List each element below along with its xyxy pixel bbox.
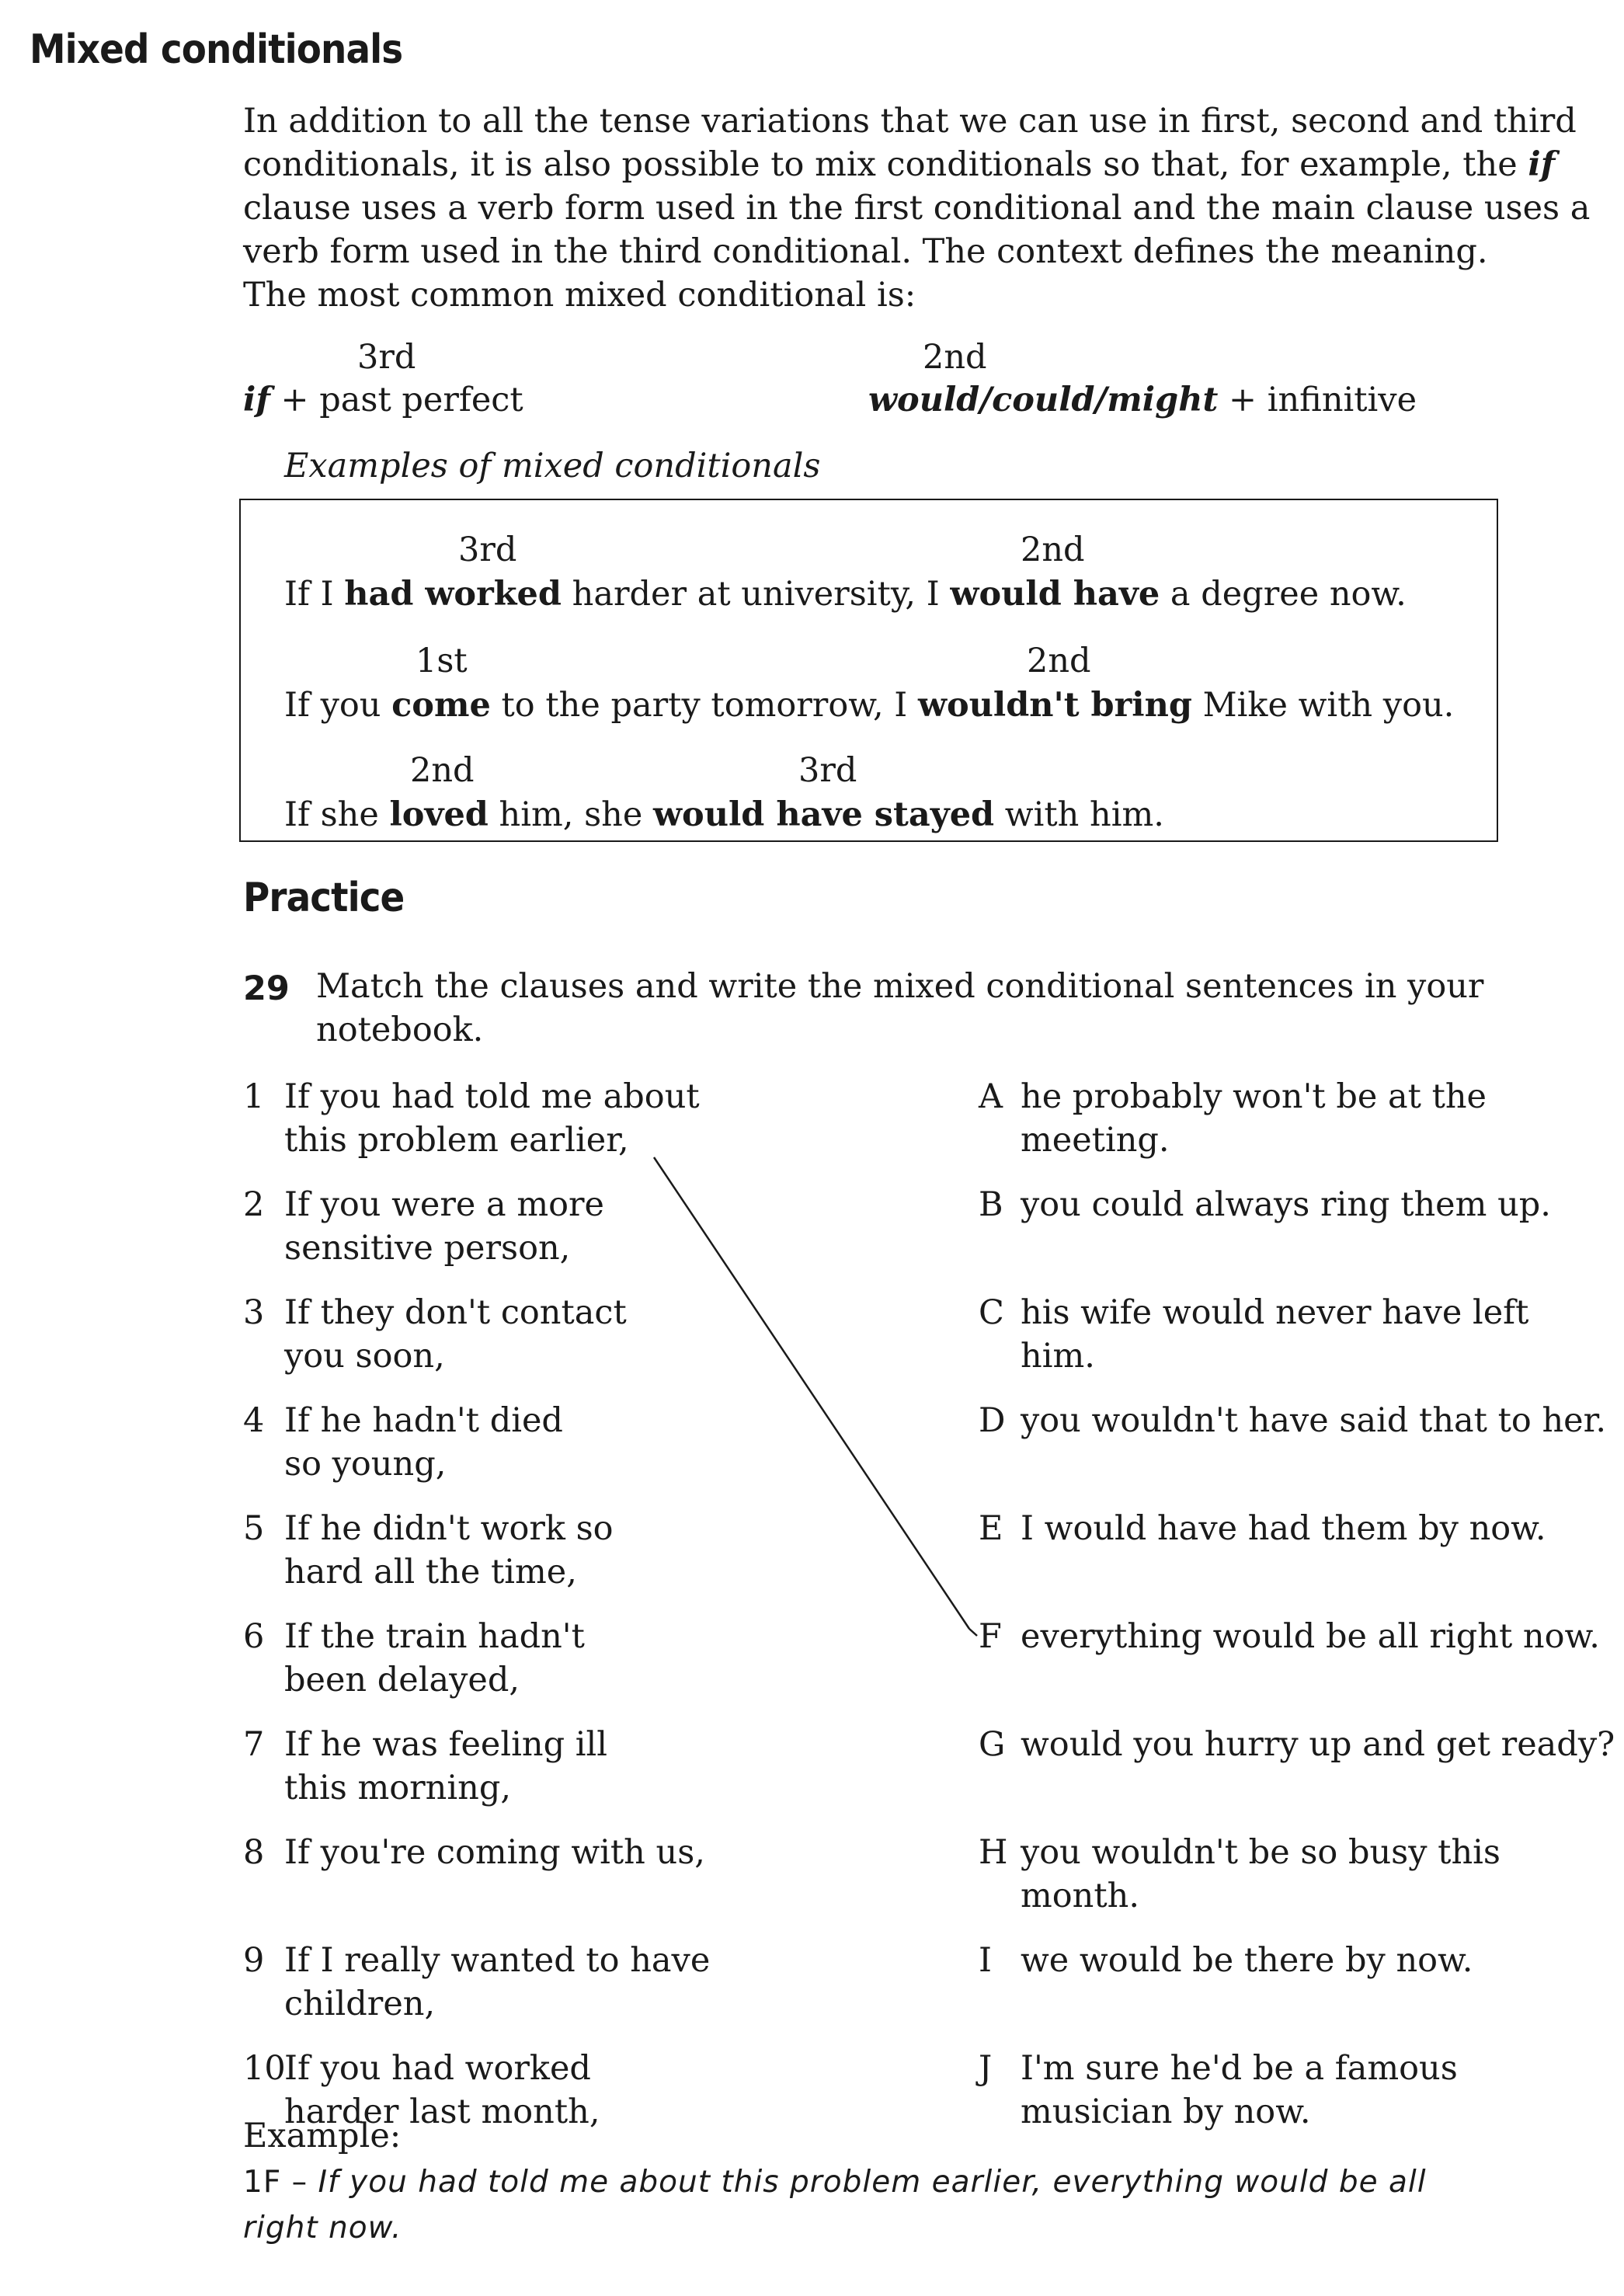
example-tense-label: 2nd bbox=[1027, 642, 1091, 680]
clause-text: If you had told me about bbox=[284, 1077, 700, 1116]
intro-line: The most common mixed conditional is: bbox=[243, 276, 916, 315]
example-text: If you bbox=[284, 686, 392, 725]
clause-text: I'm sure he'd be a famous bbox=[1021, 2049, 1458, 2088]
clause-text: I would have had them by now. bbox=[1021, 1509, 1546, 1548]
intro-line: In addition to all the tense variations that we can use in first, second and third bbox=[243, 102, 1577, 141]
clause-letter: A bbox=[979, 1077, 1003, 1116]
example-answer-line-1 bbox=[243, 2165, 1427, 2200]
example-tense-label: 1st bbox=[416, 642, 468, 680]
clause-text: If I really wanted to have bbox=[284, 1941, 711, 1980]
clause-text: If he was feeling ill bbox=[284, 1725, 608, 1764]
example-verb-form: had worked bbox=[344, 575, 562, 614]
clause-text: this morning, bbox=[284, 1769, 512, 1807]
clause-number: 6 bbox=[243, 1617, 265, 1656]
example-verb-form: come bbox=[391, 686, 491, 725]
example-text: If she bbox=[284, 795, 390, 834]
clause-text: he probably won't be at the bbox=[1021, 1077, 1487, 1116]
example-tense-label: 3rd bbox=[458, 531, 517, 569]
clause-text: you soon, bbox=[284, 1337, 445, 1376]
formula-right-rest: + infinitive bbox=[1218, 381, 1417, 419]
clause-number: 5 bbox=[243, 1509, 265, 1548]
clause-text: If you had worked bbox=[284, 2049, 591, 2088]
intro-line: clause uses a verb form used in the first conditional and the main clause uses a bbox=[243, 189, 1591, 228]
clause-text: If they don't contact bbox=[284, 1293, 627, 1332]
clause-text: sensitive person, bbox=[284, 1229, 571, 1268]
example-verb-form: wouldn't bring bbox=[917, 686, 1192, 725]
example-text: Mike with you. bbox=[1191, 686, 1455, 725]
clause-text: everything would be all right now. bbox=[1021, 1617, 1600, 1656]
clause-text: meeting. bbox=[1021, 1121, 1170, 1160]
clause-text: would you hurry up and get ready? bbox=[1021, 1725, 1615, 1764]
example-answer-line-2: right now. bbox=[243, 2211, 402, 2246]
clause-number: 4 bbox=[243, 1401, 265, 1440]
clause-text: If you're coming with us, bbox=[284, 1833, 705, 1872]
clause-text: If you were a more bbox=[284, 1185, 605, 1224]
clause-text: musician by now. bbox=[1021, 2092, 1311, 2131]
clause-text: been delayed, bbox=[284, 1661, 520, 1699]
clause-text: you could always ring them up. bbox=[1021, 1185, 1551, 1224]
example-answer-prefix: 1F – bbox=[243, 2165, 318, 2200]
clause-letter: J bbox=[979, 2049, 993, 2088]
clause-text: hard all the time, bbox=[284, 1553, 577, 1592]
formula-modal-keyword: would/could/might bbox=[868, 381, 1219, 419]
example-text: to the party tomorrow, I bbox=[490, 686, 918, 725]
example-answer-text-1: If you had told me about this problem earlier, everything would be all bbox=[318, 2165, 1427, 2200]
exercise-number: 29 bbox=[243, 969, 290, 1008]
example-text: him, she bbox=[488, 795, 653, 834]
clause-number: 7 bbox=[243, 1725, 265, 1764]
match-line-tick bbox=[969, 1629, 977, 1636]
example-text: a degree now. bbox=[1160, 575, 1407, 614]
clause-text: harder last month, bbox=[284, 2092, 600, 2131]
clause-text: we would be there by now. bbox=[1021, 1941, 1473, 1980]
formula-left-label: 3rd bbox=[357, 338, 416, 377]
clause-letter: H bbox=[979, 1833, 1008, 1872]
example-tense-label: 3rd bbox=[798, 751, 857, 790]
example-text: If I bbox=[284, 575, 345, 614]
practice-heading: Practice bbox=[243, 875, 405, 921]
clause-letter: C bbox=[979, 1293, 1004, 1332]
clause-text: If he didn't work so bbox=[284, 1509, 614, 1548]
clause-text: this problem earlier, bbox=[284, 1121, 629, 1160]
formula-right-label: 2nd bbox=[923, 338, 987, 377]
clause-number: 2 bbox=[243, 1185, 265, 1224]
match-line-1-f bbox=[654, 1157, 969, 1629]
clause-text: If he hadn't died bbox=[284, 1401, 563, 1440]
clause-text: If the train hadn't bbox=[284, 1617, 585, 1656]
intro-line: conditionals, it is also possible to mix conditionals so that, for example, the if bbox=[243, 145, 1556, 184]
clause-text: you wouldn't be so busy this bbox=[1021, 1833, 1501, 1872]
clause-number: 9 bbox=[243, 1941, 265, 1980]
clause-letter: E bbox=[979, 1509, 1003, 1548]
clause-text: children, bbox=[284, 1985, 436, 2023]
example-tense-label: 2nd bbox=[1021, 531, 1085, 569]
formula-left-rest: + past perfect bbox=[270, 381, 523, 419]
example-verb-form: would have stayed bbox=[653, 795, 995, 834]
example-tense-label: 2nd bbox=[410, 751, 475, 790]
example-text: with him. bbox=[994, 795, 1164, 834]
clause-letter: I bbox=[979, 1941, 992, 1980]
clause-letter: G bbox=[979, 1725, 1006, 1764]
clause-number: 10 bbox=[243, 2049, 286, 2088]
page-title: Mixed conditionals bbox=[30, 26, 403, 73]
intro-line: verb form used in the third conditional. The context defines the meaning. bbox=[243, 232, 1488, 271]
examples-caption: Examples of mixed conditionals bbox=[284, 447, 821, 485]
intro-if-keyword: if bbox=[1528, 145, 1556, 184]
clause-number: 1 bbox=[243, 1077, 265, 1116]
clause-text: his wife would never have left bbox=[1021, 1293, 1529, 1332]
example-text: harder at university, I bbox=[561, 575, 951, 614]
clause-letter: D bbox=[979, 1401, 1006, 1440]
example-verb-form: would have bbox=[950, 575, 1160, 614]
clause-text: him. bbox=[1021, 1337, 1095, 1376]
instruction-line: Match the clauses and write the mixed conditional sentences in your bbox=[316, 967, 1484, 1006]
example-verb-form: loved bbox=[389, 795, 489, 834]
clause-number: 8 bbox=[243, 1833, 265, 1872]
clause-text: you wouldn't have said that to her. bbox=[1021, 1401, 1607, 1440]
clause-letter: F bbox=[979, 1617, 1002, 1656]
formula-if-keyword: if bbox=[243, 381, 270, 419]
clause-text: so young, bbox=[284, 1445, 447, 1484]
clause-letter: B bbox=[979, 1185, 1003, 1224]
instruction-line: notebook. bbox=[316, 1011, 484, 1049]
clause-number: 3 bbox=[243, 1293, 265, 1332]
clause-text: month. bbox=[1021, 1877, 1139, 1915]
example-label: Example: bbox=[243, 2117, 402, 2155]
